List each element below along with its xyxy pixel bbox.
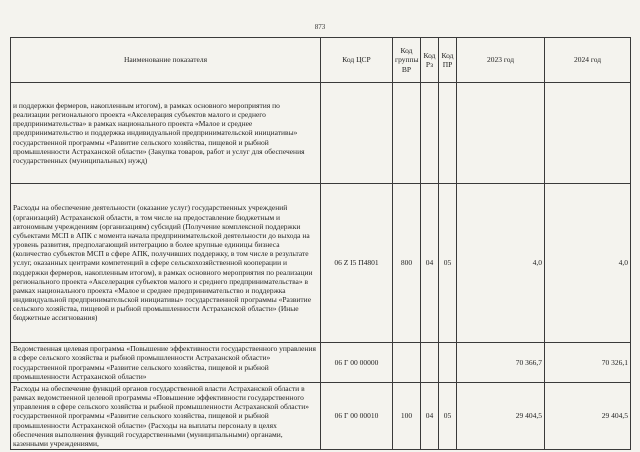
- row-name: Ведомственная целевая программа «Повышение эффективности государственного управления в сфере сельского хозяйства и рыбной промышленности Астраханской области» государственной программы «Развитие сельского хозяйства, пищевой и рыбной промышленности Астраханской области»: [11, 343, 321, 383]
- header-pr: Код ПР: [439, 38, 457, 83]
- header-vr: Код группы ВР: [393, 38, 421, 83]
- row-csr: 06 Г 00 00010: [321, 383, 393, 450]
- row-csr: 06 Г 00 00000: [321, 343, 393, 383]
- header-rz: Код Рз: [421, 38, 439, 83]
- row-vr: [393, 343, 421, 383]
- row-pr: 05: [439, 184, 457, 343]
- row-vr: 800: [393, 184, 421, 343]
- row-name: Расходы на обеспечение деятельности (оказание услуг) государственных учреждений (организаций) Астраханской области, в том числе на предоставление бюджетным и автономным учреждениям (организациям) субсидий (Получение комплексной поддержки субъектами МСП в АПК с момента начала предпринимательской деятельности до выхода на уровень развития, предполагающий интеграцию в более крупные единицы бизнеса (количество субъектов МСП в сфере АПК, получивших поддержку, в том числе в результате услуг, оказанных центрами компетенций в сфере сельскохозяйственной кооперации и поддержки фермеров, накопленным итогом), в рамках основного мероприятия по реализации регионального проекта «Акселерация субъектов малого и среднего предпринимательства» в рамках национального проекта «Малое и среднее предпринимательство и поддержка индивидуальной предпринимательской инициативы» государственной программы «Развитие сельского хозяйства, пищевой и рыбной промышленности Астраханской области» (Иные бюджетные ассигнования): [11, 184, 321, 343]
- row-2023: 29 404,5: [457, 383, 545, 450]
- header-name: Наименование показателя: [11, 38, 321, 83]
- row-2024: 70 326,1: [545, 343, 631, 383]
- row-2024: 29 404,5: [545, 383, 631, 450]
- row-pr: [439, 343, 457, 383]
- row-2023: [457, 83, 545, 184]
- row-name: и поддержки фермеров, накопленным итогом), в рамках основного мероприятия по реализации регионального проекта «Акселерация субъектов малого и среднего предпринимательства» в рамках национального проекта «Малое и среднее предпринимательство и поддержка индивидуальной предпринимательской инициативы» государственной программы «Развитие сельского хозяйства, пищевой и рыбной промышленности Астраханской области» (Закупка товаров, работ и услуг для обеспечения государственных (муниципальных) нужд): [11, 83, 321, 184]
- row-vr: [393, 83, 421, 184]
- row-rz: 04: [421, 383, 439, 450]
- row-rz: [421, 83, 439, 184]
- row-pr: 05: [439, 383, 457, 450]
- row-pr: [439, 83, 457, 184]
- row-2023: 70 366,7: [457, 343, 545, 383]
- row-csr: [321, 83, 393, 184]
- row-vr: 100: [393, 383, 421, 450]
- row-2024: 4,0: [545, 184, 631, 343]
- row-2023: 4,0: [457, 184, 545, 343]
- header-csr: Код ЦСР: [321, 38, 393, 83]
- row-rz: [421, 343, 439, 383]
- table-header-row: [11, 38, 631, 83]
- table-row: [11, 184, 631, 343]
- row-name: Расходы на обеспечение функций органов государственной власти Астраханской области в рамках ведомственной целевой программы «Повышение эффективности государственного управления в сфере сельского хозяйства и рыбной промышленности Астраханской области» государственной программы «Развитие сельского хозяйства, пищевой и рыбной промышленности Астраханской области» (Расходы на выплаты персоналу в целях обеспечения выполнения функций государственными (муниципальными) органами, казенными учреждениями,: [11, 383, 321, 450]
- header-2024: 2024 год: [545, 38, 631, 83]
- budget-table: [10, 37, 631, 450]
- table-row: [11, 383, 631, 450]
- table-row: [11, 343, 631, 383]
- page-number: 873: [314, 23, 326, 31]
- row-2024: [545, 83, 631, 184]
- row-csr: 06 Z I5 П4801: [321, 184, 393, 343]
- table-row: [11, 83, 631, 184]
- row-rz: 04: [421, 184, 439, 343]
- header-2023: 2023 год: [457, 38, 545, 83]
